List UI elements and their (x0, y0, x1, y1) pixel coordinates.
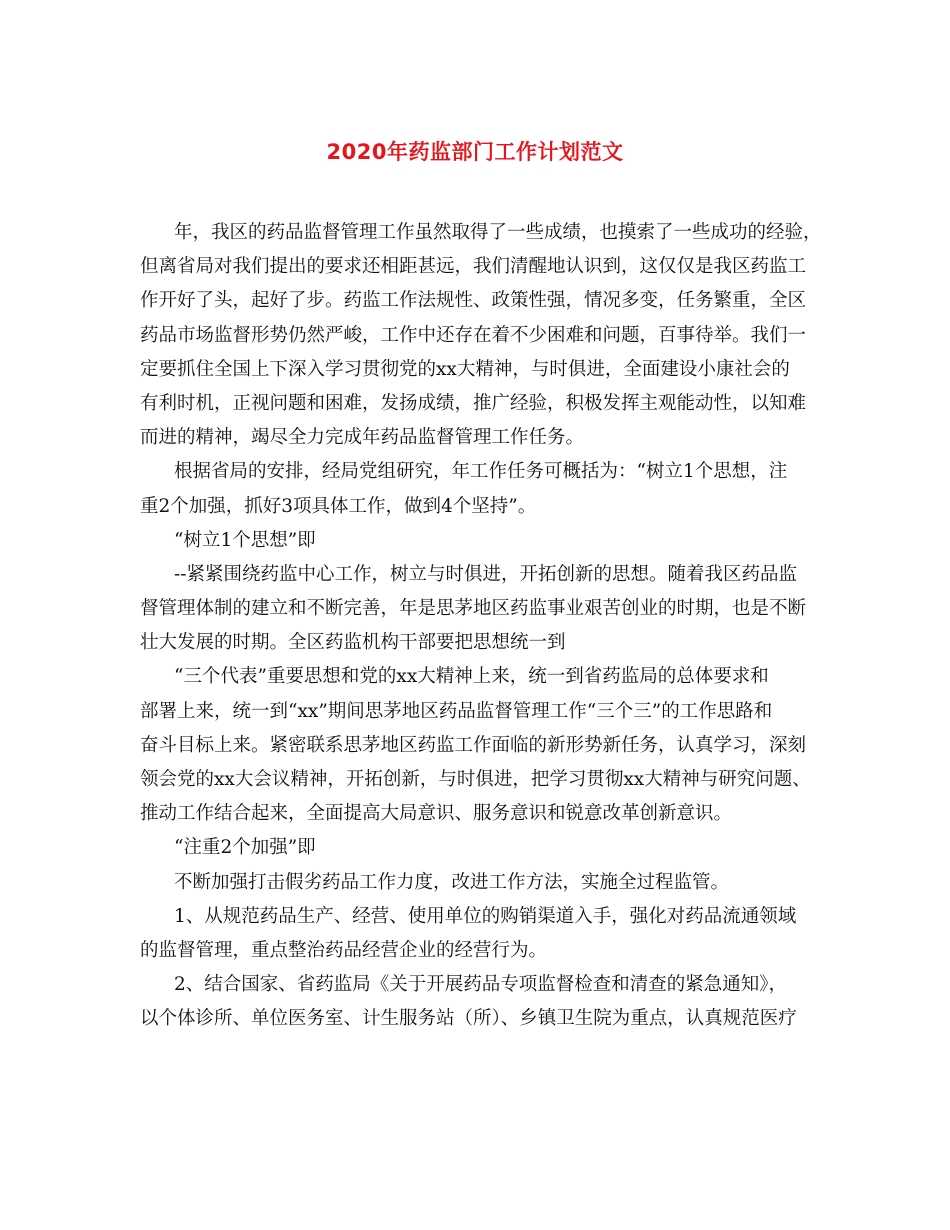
body-line: 领会党的xx大会议精神，开拓创新，与时俱进，把学习贯彻xx大精神与研究问题、 (140, 769, 811, 790)
document-body (140, 216, 830, 1037)
document-title: 2020年药监部门工作计划范文 (326, 140, 624, 164)
body-line: 不断加强打击假劣药品工作力度，改进工作方法，实施全过程监管。 (174, 871, 730, 893)
body-line: 而进的精神，竭尽全力完成年药品监督管理工作任务。 (140, 427, 585, 449)
body-line: 督管理体制的建立和不断完善，年是思茅地区药监事业艰苦创业的时期，也是不断 (140, 598, 807, 620)
body-line: 根据省局的安排，经局党组研究，年工作任务可概括为：“树立1个思想，注 (174, 461, 788, 483)
body-line: 年，我区的药品监督管理工作虽然取得了一些成绩，也摸索了一些成功的经验， (174, 222, 822, 243)
body-line: 部署上来，统一到“xx”期间思茅地区药品监督管理工作“三个三”的工作思路和 (140, 700, 773, 722)
body-line: 有利时机，正视问题和困难，发扬成绩，推广经验，积极发挥主观能动性，以知难 (140, 392, 807, 414)
body-line: 壮大发展的时期。全区药监机构干部要把思想统一到 (140, 632, 566, 654)
body-line: 作开好了头，起好了步。药监工作法规性、政策性强，情况多变，任务繁重，全区 (140, 290, 807, 312)
body-line: “三个代表”重要思想和党的xx大精神上来，统一到省药监局的总体要求和 (174, 666, 769, 688)
list-item: 1、从规范药品生产、经营、使用单位的购销渠道入手，强化对药品流通领域 (174, 905, 797, 927)
body-line: 重2个加强，抓好3项具体工作，做到4个坚持”。 (140, 495, 537, 517)
list-item: 2、结合国家、省药监局《关于开展药品专项监督检查和清查的紧急通知》， (174, 974, 788, 996)
body-line: 定要抓住全国上下深入学习贯彻党的xx大精神，与时俱进，全面建设小康社会的 (140, 358, 790, 380)
body-line: 的监督管理，重点整治药品经营企业的经营行为。 (140, 939, 548, 961)
body-line: 以个体诊所、单位医务室、计生服务站（所）、乡镇卫生院为重点，认真规范医疗 (140, 1008, 797, 1030)
body-line: 推动工作结合起来，全面提高大局意识、服务意识和锐意改革创新意识。 (140, 803, 733, 825)
section-heading: “树立1个思想”即 (174, 529, 316, 551)
body-line: --紧紧围绕药监中心工作，树立与时俱进，开拓创新的思想。随着我区药品监 (174, 563, 798, 585)
section-heading: “注重2个加强”即 (174, 837, 316, 859)
body-line: 奋斗目标上来。紧密联系思茅地区药监工作面临的新形势新任务，认真学习，深刻 (140, 734, 807, 756)
body-line: 但离省局对我们提出的要求还相距甚远，我们清醒地认识到，这仅仅是我区药监工 (140, 256, 807, 278)
body-line: 药品市场监督形势仍然严峻，工作中还存在着不少困难和问题，百事待举。我们一 (140, 324, 807, 346)
